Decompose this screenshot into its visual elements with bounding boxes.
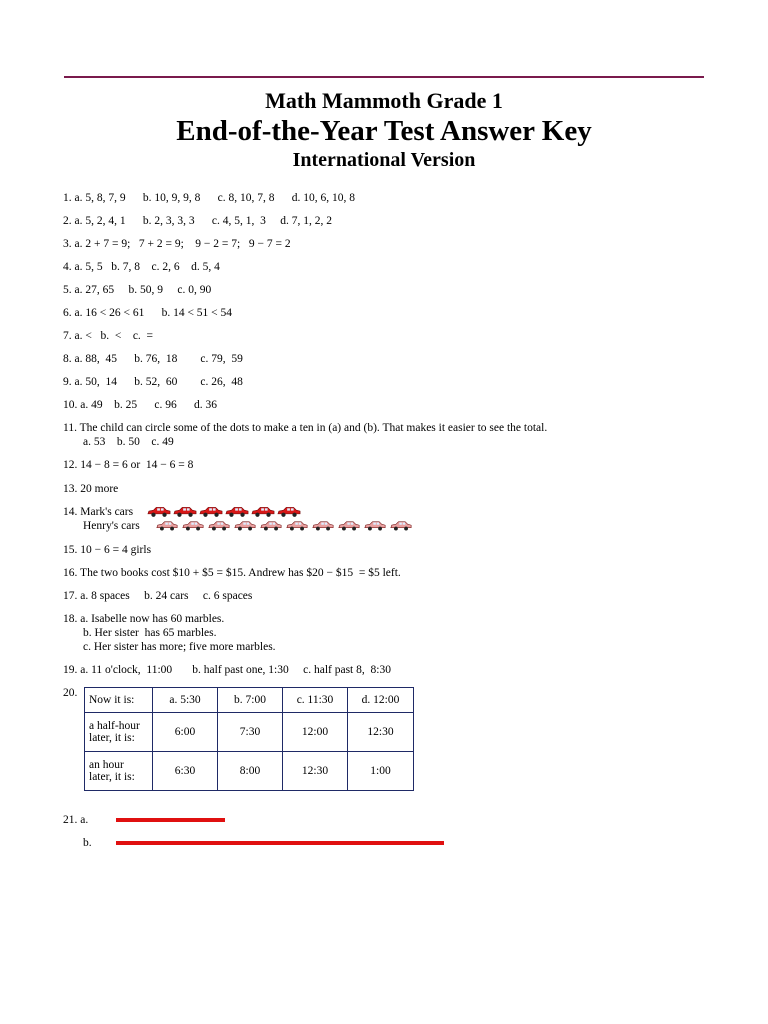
red-line-b [116,841,444,845]
answer-21-b: b. [83,837,92,849]
answer-19: 19. a. 11 o'clock, 11:00 b. half past one, 1:30 c. half past 8, 8:30 [63,664,391,676]
table-cell: a. 5:30 [153,688,218,713]
title-version: International Version [292,149,476,171]
table-row [85,713,414,752]
table-row [85,688,414,713]
title-main: End-of-the-Year Test Answer Key [176,115,592,147]
table-cell: 12:00 [283,713,348,752]
table-row [85,752,414,791]
car-icon [312,520,334,532]
answer-3: 3. a. 2 + 7 = 9; 7 + 2 = 9; 9 − 2 = 7; 9 − 7 = 2 [63,238,291,250]
answer-5: 5. a. 27, 65 b. 50, 9 c. 0, 90 [63,284,212,296]
table-cell: 6:30 [153,752,218,791]
answer-12: 12. 14 − 8 = 6 or 14 − 6 = 8 [63,459,194,471]
answer-7: 7. a. < b. < c. = [63,330,154,342]
car-icon [260,520,282,532]
car-icon [338,520,360,532]
answer-17: 17. a. 8 spaces b. 24 cars c. 6 spaces [63,590,253,602]
answer-21-a: 21. a. [63,814,89,826]
title-grade: Math Mammoth Grade 1 [265,88,503,113]
car-icon [182,520,204,532]
table-cell: Now it is: [85,688,153,713]
answer-6: 6. a. 16 < 26 < 61 b. 14 < 51 < 54 [63,307,233,319]
car-icon [286,520,308,532]
table-cell: 7:30 [218,713,283,752]
top-rule [64,76,704,78]
answer-4: 4. a. 5, 5 b. 7, 8 c. 2, 6 d. 5, 4 [63,261,220,273]
answer-8: 8. a. 88, 45 b. 76, 18 c. 79, 59 [63,353,243,365]
table-cell: a half-hour later, it is: [85,713,153,752]
table-cell: b. 7:00 [218,688,283,713]
answer-16: 16. The two books cost $10 + $5 = $15. Andrew has $20 − $15 = $5 left. [63,567,401,579]
car-icon [390,520,412,532]
table-cell: an hour later, it is: [85,752,153,791]
answer-11: 11. The child can circle some of the dots to make a ten in (a) and (b). That makes it easier to see the total. [63,422,548,434]
table-cell: 12:30 [348,713,414,752]
car-icon [208,520,230,532]
car-icon [364,520,386,532]
clock-table [84,687,414,791]
table-cell: 6:00 [153,713,218,752]
answer-18-b: b. Her sister has 65 marbles. [83,627,217,639]
table-cell: c. 11:30 [283,688,348,713]
answer-14-mark: 14. Mark's cars [63,506,134,518]
answer-2: 2. a. 5, 2, 4, 1 b. 2, 3, 3, 3 c. 4, 5, 1, 3 d. 7, 1, 2, 2 [63,215,332,227]
answer-15: 15. 10 − 6 = 4 girls [63,544,152,556]
answer-18-c: c. Her sister has more; five more marbles. [83,641,276,653]
answer-13: 13. 20 more [63,483,119,495]
answer-9: 9. a. 50, 14 b. 52, 60 c. 26, 48 [63,376,243,388]
answer-1: 1. a. 5, 8, 7, 9 b. 10, 9, 9, 8 c. 8, 10, 7, 8 d. 10, 6, 10, 8 [63,192,355,204]
car-icon [234,520,256,532]
table-cell: 12:30 [283,752,348,791]
red-line-a [116,818,225,822]
answer-11-parts: a. 53 b. 50 c. 49 [83,436,174,448]
answer-20-label: 20. [63,687,78,699]
answer-18: 18. a. Isabelle now has 60 marbles. [63,613,225,625]
henry-cars-row [156,517,416,535]
answer-10: 10. a. 49 b. 25 c. 96 d. 36 [63,399,217,411]
table-cell: 1:00 [348,752,414,791]
table-cell: 8:00 [218,752,283,791]
table-cell: d. 12:00 [348,688,414,713]
answer-14-henry: Henry's cars [83,520,140,532]
car-icon [156,520,178,532]
